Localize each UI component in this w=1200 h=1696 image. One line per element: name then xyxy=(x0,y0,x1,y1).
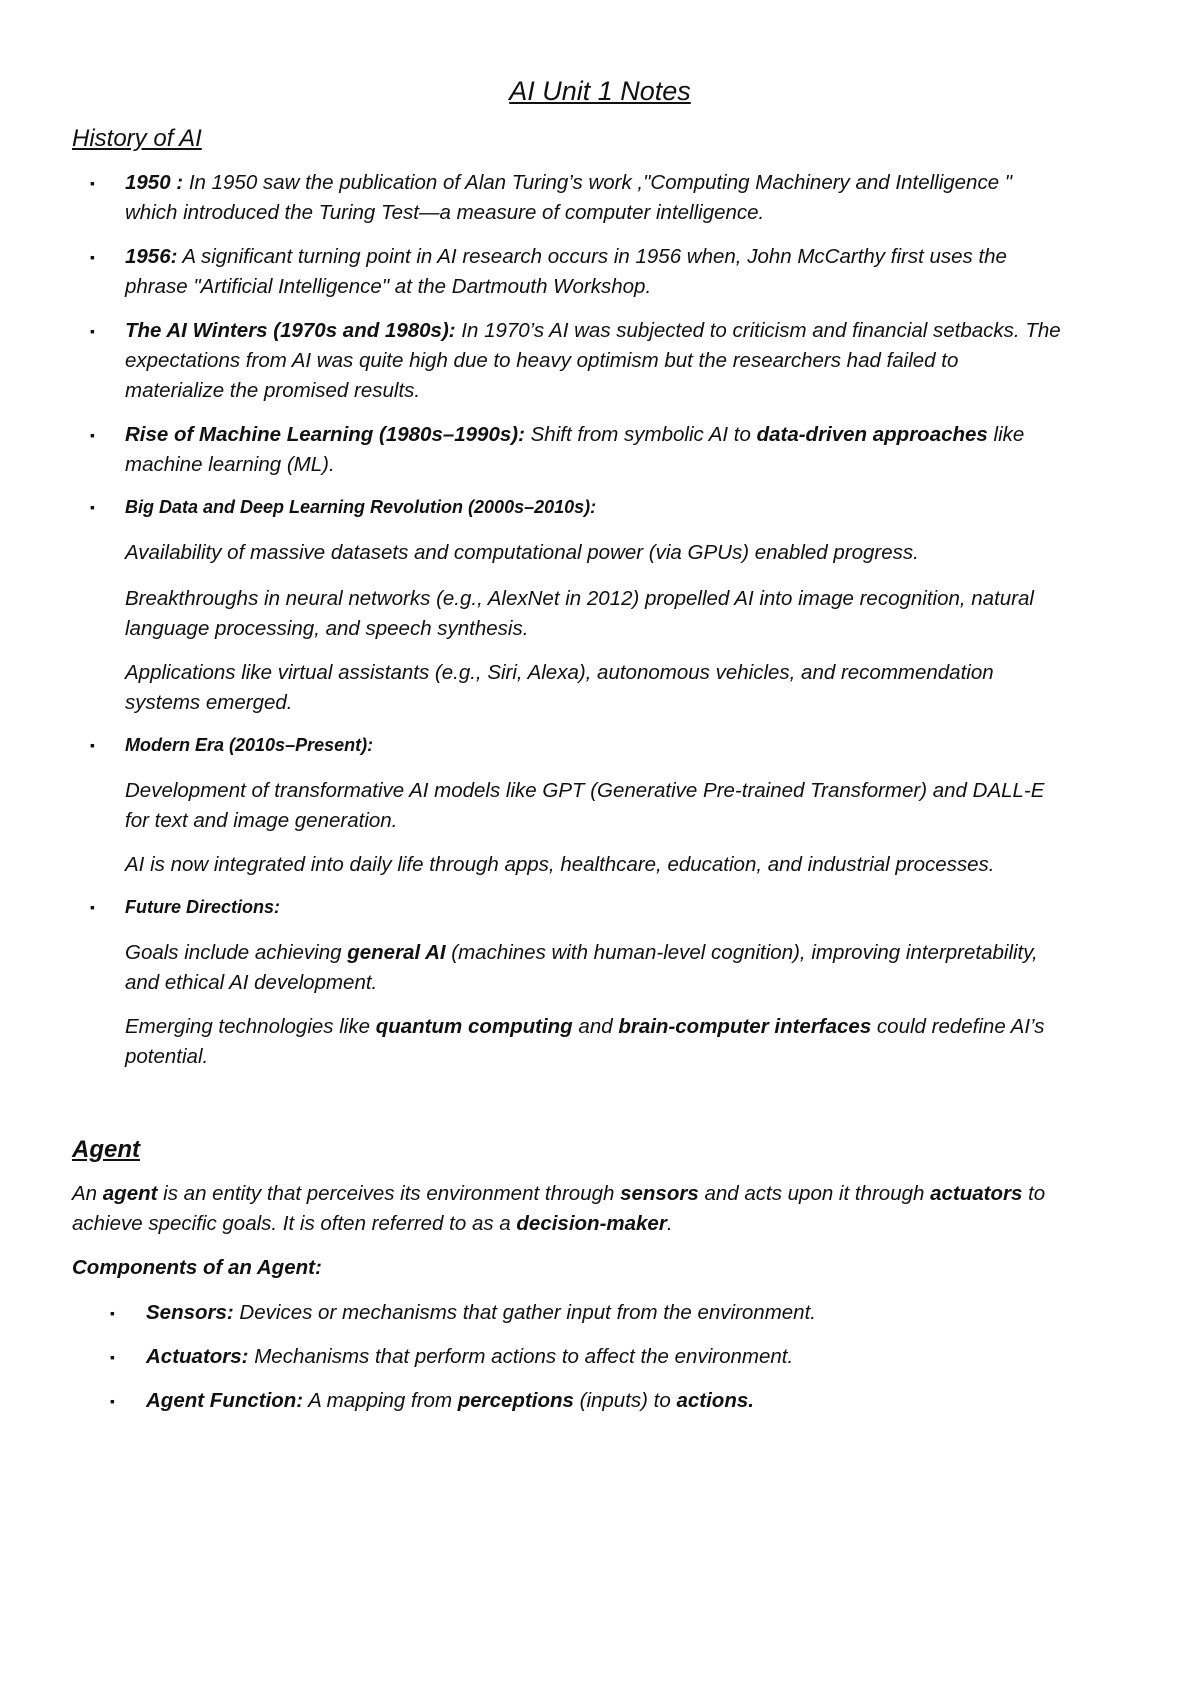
item-label: Rise of Machine Learning (1980s–1990s): xyxy=(125,423,525,446)
bold-span: quantum computing xyxy=(375,1015,573,1038)
item-text: Mechanisms that perform actions to affect the environment. xyxy=(248,1345,794,1368)
item-label: Agent Function: xyxy=(146,1389,304,1412)
bullet-icon: ▪ xyxy=(110,1305,115,1321)
bullet-icon: ▪ xyxy=(90,175,95,191)
item-label: 1950 : xyxy=(125,171,184,194)
list-item xyxy=(146,1341,1126,1373)
bullet-icon: ▪ xyxy=(110,1393,115,1409)
bold-span: agent xyxy=(102,1182,158,1205)
list-item-label: Big Data and Deep Learning Revolution (2000s–2010s): xyxy=(125,497,597,517)
item-paragraph: Availability of massive datasets and computational power (via GPUs) enabled progress. xyxy=(125,541,919,564)
text-span: could redefine AI’s xyxy=(871,1015,1045,1038)
item-paragraph: Development of transformative AI models like GPT (Generative Pre-trained Transformer) and DALL-E xyxy=(125,779,1045,802)
bold-span: actuators xyxy=(930,1182,1023,1205)
item-text: In 1970’s AI was subjected to criticism and financial setbacks. The xyxy=(455,319,1061,342)
list-item xyxy=(146,1297,1126,1329)
item-paragraph: Applications like virtual assistants (e.g., Siri, Alexa), autonomous vehicles, and recommendation xyxy=(125,661,994,684)
item-text-line: expectations from AI was quite high due to heavy optimism but the researchers had failed to xyxy=(125,349,959,372)
item-text: Shift from symbolic AI to xyxy=(524,423,757,446)
list-item-label: Future Directions: xyxy=(125,897,281,917)
bullet-icon: ▪ xyxy=(90,899,95,915)
agent-heading: Agent xyxy=(72,1136,140,1163)
bullet-icon: ▪ xyxy=(90,323,95,339)
bold-span: perceptions xyxy=(457,1389,574,1412)
bullet-icon: ▪ xyxy=(90,737,95,753)
item-text-line: which introduced the Turing Test—a measure of computer intelligence. xyxy=(125,201,765,224)
bold-span: sensors xyxy=(620,1182,699,1205)
item-paragraph: for text and image generation. xyxy=(125,809,398,832)
text-span: is an entity that perceives its environment through xyxy=(157,1182,621,1205)
item-label: 1956: xyxy=(125,245,178,268)
item-bold: data-driven approaches xyxy=(756,423,988,446)
text-span: (machines with human-level cognition), improving interpretability, xyxy=(445,941,1038,964)
text-span: An xyxy=(72,1182,103,1205)
list-item xyxy=(125,419,1125,451)
item-label: Sensors: xyxy=(146,1301,234,1324)
item-paragraph xyxy=(125,937,1125,969)
item-label: Actuators: xyxy=(146,1345,249,1368)
bullet-icon: ▪ xyxy=(90,249,95,265)
agent-intro xyxy=(72,1178,1132,1210)
list-item xyxy=(125,241,1125,273)
item-text-line: materialize the promised results. xyxy=(125,379,421,402)
list-item xyxy=(125,167,1125,199)
item-label: The AI Winters (1970s and 1980s): xyxy=(125,319,456,342)
history-heading: History of AI xyxy=(72,125,202,152)
text-span: . xyxy=(666,1212,673,1235)
list-item xyxy=(125,315,1125,347)
bold-span: brain-computer interfaces xyxy=(618,1015,872,1038)
list-item-label: Modern Era (2010s–Present): xyxy=(125,735,374,755)
item-paragraph xyxy=(125,1011,1125,1043)
item-paragraph: Breakthroughs in neural networks (e.g., AlexNet in 2012) propelled AI into image recognition, natural xyxy=(125,587,1034,610)
text-span: and acts upon it through xyxy=(698,1182,931,1205)
agent-intro-line xyxy=(72,1208,1132,1240)
text-span: achieve specific goals. It is often referred to as a xyxy=(72,1212,517,1235)
item-paragraph: AI is now integrated into daily life through apps, healthcare, education, and industrial processes. xyxy=(125,853,995,876)
bold-span: general AI xyxy=(347,941,446,964)
bold-span: actions. xyxy=(676,1389,754,1412)
bold-span: decision-maker xyxy=(516,1212,667,1235)
item-text: In 1950 saw the publication of Alan Turing’s work ,"Computing Machinery and Intelligence " xyxy=(183,171,1013,194)
bullet-icon: ▪ xyxy=(110,1349,115,1365)
item-paragraph: and ethical AI development. xyxy=(125,971,378,994)
item-text: like xyxy=(987,423,1025,446)
text-span: to xyxy=(1022,1182,1046,1205)
bullet-icon: ▪ xyxy=(90,499,95,515)
item-text-line: machine learning (ML). xyxy=(125,453,335,476)
list-item xyxy=(146,1385,1126,1417)
text-span: Goals include achieving xyxy=(125,941,348,964)
item-text: A mapping from xyxy=(303,1389,458,1412)
item-paragraph: systems emerged. xyxy=(125,691,293,714)
item-paragraph: language processing, and speech synthesis. xyxy=(125,617,529,640)
components-heading: Components of an Agent: xyxy=(72,1256,322,1279)
text-span: Emerging technologies like xyxy=(125,1015,376,1038)
text-span: and xyxy=(572,1015,619,1038)
item-text: Devices or mechanisms that gather input from the environment. xyxy=(233,1301,816,1324)
page-title: AI Unit 1 Notes xyxy=(509,76,691,106)
item-text: (inputs) to xyxy=(573,1389,677,1412)
item-text: A significant turning point in AI research occurs in 1956 when, John McCarthy first uses the xyxy=(177,245,1007,268)
item-paragraph: potential. xyxy=(125,1045,209,1068)
item-text-line: phrase "Artificial Intelligence" at the Dartmouth Workshop. xyxy=(125,275,652,298)
bullet-icon: ▪ xyxy=(90,427,95,443)
